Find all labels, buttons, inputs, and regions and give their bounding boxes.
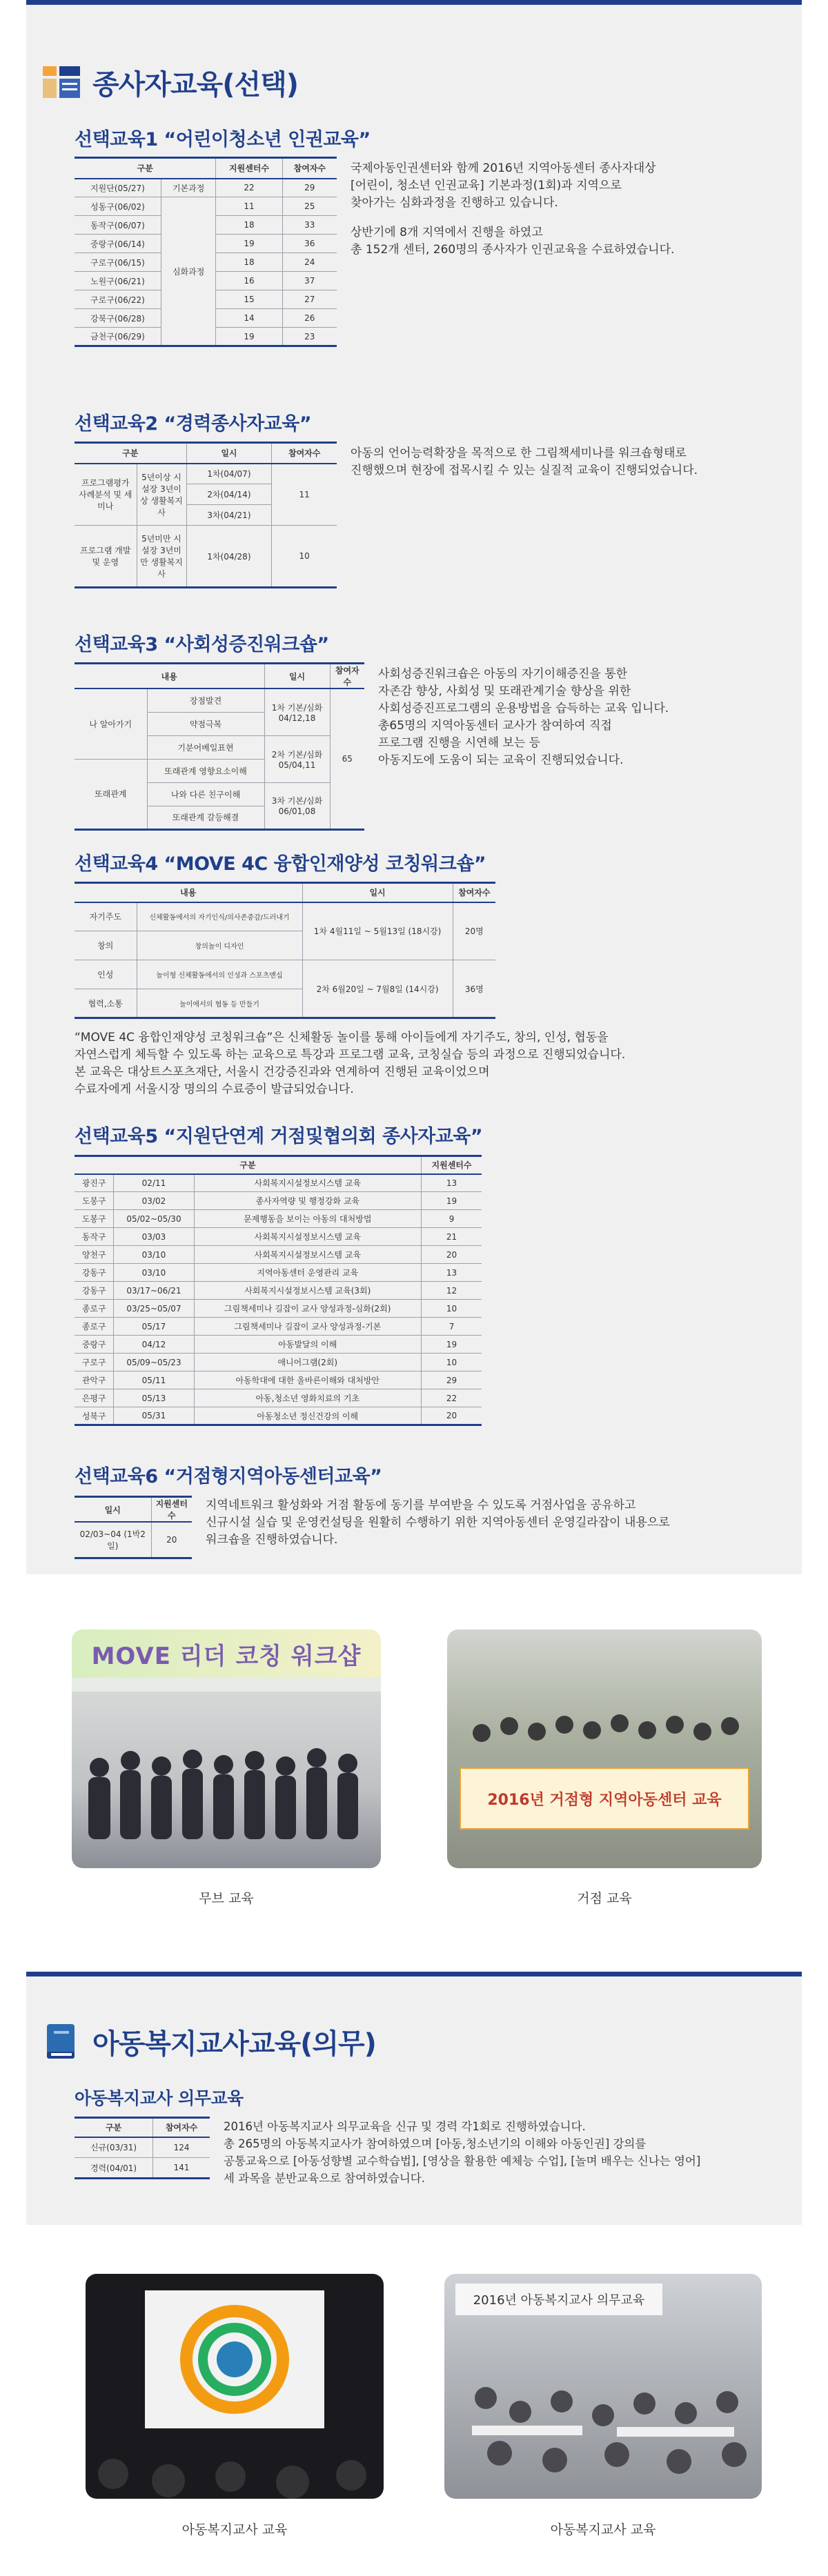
course1-description: 국제아동인권센터와 함께 2016년 지역아동센터 종사자대상 [어린이, 청소년 인권교육] 기본과정(1회)과 지역으로 찾아가는 심화과정을 진행하고 있습니다. 상반기에 8개 지역에서 진행을 하였고 총 152개 센터, 260명의 종사자가 인권교육을 수료하였습니다. [351,161,675,257]
table-row: 창의 창의놀이 디자인 [75,931,495,960]
course2-table: 구분 일시 참여자수 프로그램평가 사례분석 및 세미나 5년이상 시설장 3년이상 생활복지사 1차(04/07) 11 2차(04/14) 3차(04/21) 프로그램 개발 및 운영 5년미만 시설장 3년미만 생활복지사 1차(04/28) 10 [75,442,337,588]
teacher-table: 구분 참여자수 신규(03/31) 124 경력(04/01) 141 [75,2117,210,2179]
course5-title: 선택교육5 “지원단연계 거점및협의회 종사자교육” [75,1126,483,1147]
table-row: 지원단(05/27) 기본과정 22 29 [75,179,337,197]
group-photo-scene [72,1692,381,1868]
teacher-left-caption: 아동복지교사 교육 [181,2522,288,2537]
course5-table: 구분 지원센터수 광진구 02/11 사회복지시설정보시스템 교육 13 도봉구 03/02 종사자역량 및 행정강화 교육 19 도봉구 05/02~05/30 문제행동을 보이는 아동의 대처방법 9 동작구 03/03 사회복지시설정보시스템 교육 21 양천구 03/10 사회복지시설정보시스템 교육 20 강동구 03/10 지역아동센터 운영관리 교육 13 강동구 03/17~06/21 사회복지시설정보시스템 교육(3회) 12 종로구 03/25~05/07 그림책세미나 길잡이 교사 양성과정-심화(2회) 10 종로구 05/17 그림책세미나 길잡이 교사 양성과정-기본 7 중랑구 04/12 아동발달의 이해 19 구로구 05/09~05/23 애니어그램(2회) 10 관악구 05/11 아동학대에 대한 올바른이해와 대처방안 29 은평구 05/13 아동,청소년 영화치료의 기초 22 성북구 05/31 아동청소년 정신건강의 이해 20 [75,1155,482,1426]
section1-header [41,62,298,102]
table-row: 광진구 02/11 사회복지시설정보시스템 교육 13 [75,1174,482,1192]
table-row: 인성 놀이형 신체활동에서의 인성과 스포츠맨십 2차 6월20일 ~ 7월8일 (14시강) 36명 [75,960,495,989]
table-row: 또래관계 또래관계 영향요소이해 [75,759,364,782]
table-row: 기분어베일표현 2차 기본/심화 05/04,11 [75,735,364,759]
table-row: 관악구 05/11 아동학대에 대한 올바른이해와 대처방안 29 [75,1371,482,1389]
table-row: 협력,소통 놀이에서의 협동 등 만들기 [75,989,495,1018]
table-row: 강동구 03/17~06/21 사회복지시설정보시스템 교육(3회) 12 [75,1282,482,1300]
table-row: 경력(04/01) 141 [75,2158,210,2179]
table-row: 동작구(06/07) 18 33 [75,216,337,235]
table-row: 프로그램평가 사례분석 및 세미나 5년이상 시설장 3년이상 생활복지사 1차(04/07) 11 [75,464,337,484]
course1-title: 선택교육1 “어린이청소년 인권교육” [75,129,371,150]
table-row: 구로구(06/15) 18 24 [75,253,337,272]
course4-title: 선택교육4 “MOVE 4C 융합인재양성 코칭워크숍” [75,853,486,875]
section1-title: 종사자교육(선택) [92,68,299,101]
table-row: 프로그램 개발 및 운영 5년미만 시설장 3년미만 생활복지사 1차(04/28) 10 [75,526,337,588]
teacher-description: 2016년 아동복지교사 의무교육을 신규 및 경력 각1회로 진행하였습니다. 총 265명의 아동복지교사가 참여하였으며 [아동,청소년기의 이해와 아동인권] 강의를 공통교육으로 [아동성향별 교수학습법], [영상을 활용한 예체능 수업], [놀며 배우는 신나는 영어] 세 과목을 분반교육으로 참여하였습니다. [224,2120,701,2185]
table-row: 동작구 03/03 사회복지시설정보시스템 교육 21 [75,1228,482,1246]
table-row: 나 알아가기 장점발견 1차 기본/심화 04/12,18 65 [75,688,364,712]
base-banner: 2016년 거점형 지역아동센터 교육 [460,1767,749,1830]
table-row: 중랑구 04/12 아동발달의 이해 19 [75,1336,482,1354]
table-row: 또래관계 갈등해결 [75,806,364,829]
section2-subtitle: 아동복지교사 의무교육 [75,2088,244,2108]
table-row: 도봉구 03/02 종사자역량 및 행정강화 교육 19 [75,1192,482,1210]
course6-title: 선택교육6 “거점형지역아동센터교육” [75,1466,382,1487]
move-workshop-photo [72,1629,381,1868]
course2-title: 선택교육2 “경력종사자교육” [75,413,312,435]
move-banner: MOVE 리더 코칭 워크샵 [72,1629,381,1678]
table-row: 2차(04/14) [75,484,337,505]
table-row: 구로구 05/09~05/23 애니어그램(2회) 10 [75,1354,482,1371]
teacher-right-caption: 아동복지교사 교육 [550,2522,656,2537]
base-center-photo [447,1629,762,1868]
table-row: 3차(04/21) [75,505,337,526]
table-row: 나와 다른 친구이해 3차 기본/심화 06/01,08 [75,782,364,806]
course4-description: “MOVE 4C 융합인재양성 코칭워크숍”은 신체활동 놀이를 통해 아이들에게 자기주도, 창의, 인성, 협동을 자연스럽게 체득할 수 있도록 하는 교육으로 특강과 프로그램 교육, 코칭실습 등의 과정으로 진행되었습니다. 본 교육은 대상트스포츠재단, 서울시 건강증진과와 연계하여 진행된 교육이었으며 수료자에게 서울시장 명의의 수료증이 발급되었습니다. [75,1031,626,1096]
course3-description: 사회성증진워크숍은 아동의 자기이해증진을 통한 자존감 향상, 사회성 및 또래관계기술 향상을 위한 사회성증진프로그램의 운용방법을 습득하는 교육 입니다. 총65명의 지역아동센터 교사가 참여하여 직접 프로그램 진행을 시연해 보는 등 아동지도에 도움이 되는 교육이 진행되었습니다. [378,667,669,767]
table-row: 종로구 05/17 그림책세미나 길잡이 교사 양성과정-기본 7 [75,1318,482,1336]
table-row: 중랑구(06/14) 19 36 [75,235,337,253]
class-banner: 2016년 아동복지교사 의무교육 [455,2283,662,2315]
section2-title: 아동복지교사교육(의무) [92,2028,376,2060]
table-row: 금천구(06/29) 19 23 [75,328,337,346]
table-row: 강동구 03/10 지역아동센터 운영관리 교육 13 [75,1264,482,1282]
base-caption: 거점 교육 [577,1891,632,1906]
table-row: 약점극복 [75,712,364,735]
book-stack-icon [41,62,81,102]
table-row: 강북구(06/28) 14 26 [75,309,337,328]
table-row: 02/03~04 (1박2일) 20 [75,1522,192,1558]
course2-description: 아동의 언어능력확장을 목적으로 한 그림책세미나를 워크숍형태로 진행했으며 현장에 접목시킬 수 있는 실질적 교육이 진행되었습니다. [351,446,698,477]
table-row: 구로구(06/22) 15 27 [75,290,337,309]
table-row: 노원구(06/21) 16 37 [75,272,337,290]
section2-header [41,2021,376,2061]
move-caption: 무브 교육 [199,1891,254,1906]
table-row: 양천구 03/10 사회복지시설정보시스템 교육 20 [75,1246,482,1264]
course1-table: 구분 지원센터수 참여자수 지원단(05/27) 기본과정 22 29 성동구(06/02) 심화과정 11 25 동작구(06/07) 18 33 중랑구(06/14) 19 36 구로구(06/15) 18 24 노원구(06/21) 16 37 구로구(06/22) 15 27 강북구(06/28) 14 26 금천구(06/29) 19 23 [75,157,337,347]
table-row: 은평구 05/13 아동,청소년 영화치료의 기초 22 [75,1389,482,1407]
book-icon [41,2021,81,2061]
teacher-lecture-photo [86,2274,384,2499]
course6-description: 지역네트워크 활성화와 거점 활동에 동기를 부여받을 수 있도록 거점사업을 공유하고 신규시설 실습 및 운영컨설팅을 원활히 수행하기 위한 지역아동센터 운영길라잡이 내용으로 워크숍을 진행하였습니다. [206,1498,670,1547]
table-row: 종로구 03/25~05/07 그림책세미나 길잡이 교사 양성과정-심화(2회) 10 [75,1300,482,1318]
course3-table: 내용 일시 참여자수 나 알아가기 장점발견 1차 기본/심화 04/12,18 65 약점극복 기분어베일표현 2차 기본/심화 05/04,11 또래관계 또래관계 영향요소이해 나와 다른 친구이해 3차 기본/심화 06/01,08 또래관계 갈등해결 [75,662,364,831]
table-row: 성동구(06/02) 심화과정 11 25 [75,197,337,216]
course6-table: 일시 지원센터수 02/03~04 (1박2일) 20 [75,1496,192,1559]
course4-table: 내용 일시 참여자수 자기주도 신체활동에서의 자기인식/의사존중감/드러내기 1차 4월11일 ~ 5월13일 (18시강) 20명 창의 창의놀이 디자인 인성 놀이형 신체활동에서의 인성과 스포츠맨십 2차 6월20일 ~ 7월8일 (14시강) 36명 협력,소통 놀이에서의 협동 등 만들기 [75,882,495,1019]
table-row: 도봉구 05/02~05/30 문제행동을 보이는 아동의 대처방법 9 [75,1210,482,1228]
table-row: 성북구 05/31 아동청소년 정신건강의 이해 20 [75,1407,482,1425]
table-row: 자기주도 신체활동에서의 자기인식/의사존중감/드러내기 1차 4월11일 ~ 5월13일 (18시강) 20명 [75,902,495,931]
course3-title: 선택교육3 “사회성증진워크숍” [75,634,329,655]
table-row: 신규(03/31) 124 [75,2137,210,2158]
teacher-class-photo [444,2274,762,2499]
